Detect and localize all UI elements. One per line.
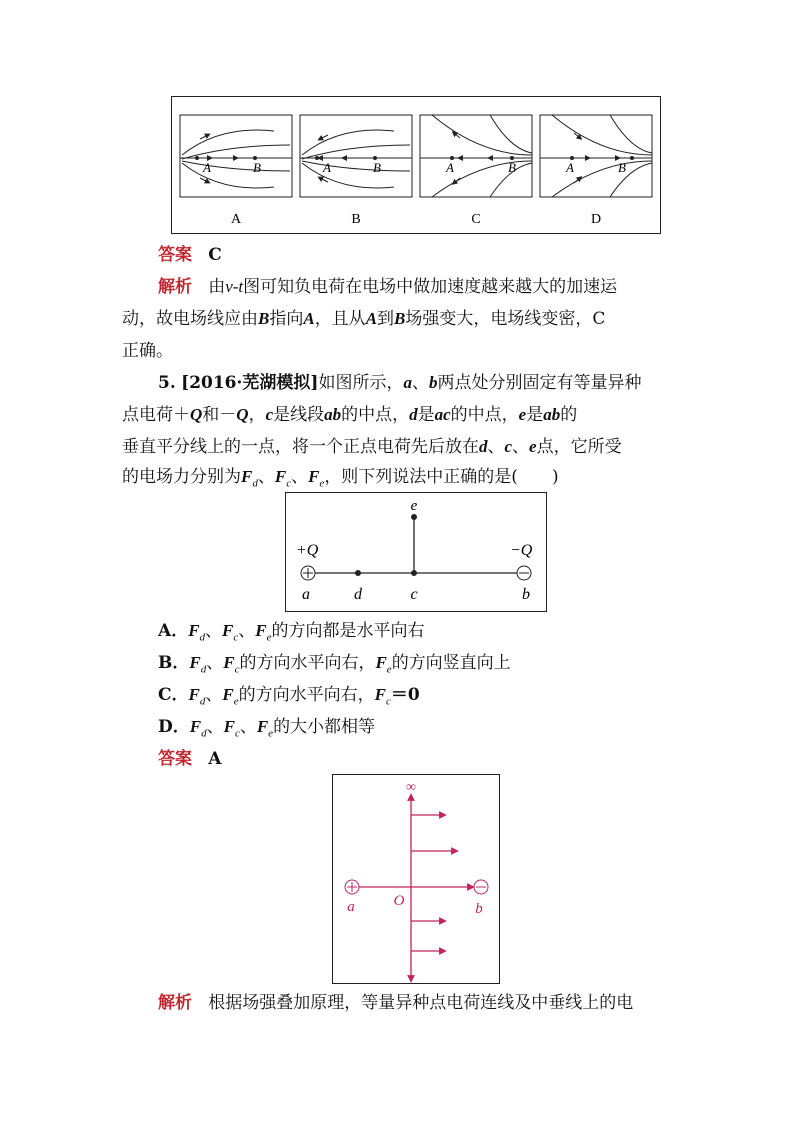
label-b: b [522, 586, 530, 603]
q4-answer [158, 244, 222, 266]
q5-answer [158, 748, 221, 770]
point-label: A [203, 160, 211, 175]
negative-charge-icon [474, 880, 488, 894]
point-c [411, 570, 417, 576]
answer-label: 答案 [158, 245, 192, 265]
panel-caption-d: D [590, 212, 602, 227]
label-d: d [354, 586, 362, 603]
label-a: a [347, 899, 355, 915]
answer-value: A [208, 749, 222, 769]
field-vectors-svg [333, 775, 499, 983]
panel-d [540, 115, 652, 197]
analysis-label: 解析 [158, 993, 192, 1013]
panel-caption-a: A [230, 212, 242, 227]
q4-analysis-line3: 正确。 [122, 341, 173, 361]
q5-stem-line2: 点电荷＋Q和－Q，c是线段ab的中点，d是ac的中点，e是ab的 [122, 405, 578, 425]
charges-svg [286, 493, 546, 611]
positive-charge-icon [301, 566, 315, 580]
field-lines-svg [172, 97, 660, 233]
positive-charge-icon [345, 880, 359, 894]
figure-charges [285, 492, 547, 612]
label-infinity: ∞ [406, 780, 416, 795]
point-label: B [508, 160, 516, 175]
answer-label: 答案 [158, 749, 192, 769]
point-label: B [373, 160, 381, 175]
label-pos-charge: +Q [296, 542, 319, 559]
point-label: B [253, 160, 261, 175]
q5-stem-line4: 的电场力分别为$F_d$、$F_c$、$F_e$，则下列说法中正确的是( ) [122, 467, 559, 490]
q5-stem-line1: 5. [2016·芜湖模拟]如图所示，a、b两点处分别固定有等量异种 [158, 373, 642, 393]
panel-caption-c: C [471, 212, 481, 227]
q4-analysis-line1: 解析 由v-t图可知负电荷在电场中做加速度越来越大的加速运 [158, 277, 618, 297]
option-a: A．$F_d$、$F_c$、$F_e$的方向都是水平向右 [158, 621, 425, 644]
point-d [355, 570, 361, 576]
q4-analysis-line2: 动，故电场线应由B指向A，且从A到B场强变大，电场线变密，C [122, 309, 606, 329]
label-a: a [302, 586, 310, 603]
panel-a [180, 115, 292, 197]
answer-value: C [208, 245, 222, 265]
option-b: B．$F_d$、$F_c$的方向水平向右，$F_e$的方向竖直向上 [158, 653, 511, 676]
point-e [411, 514, 417, 520]
label-neg-charge: −Q [510, 542, 533, 559]
point-label: A [566, 160, 574, 175]
figure-field-vectors [332, 774, 500, 984]
q5-stem-line3: 垂直平分线上的一点，将一个正点电荷先后放在d、c、e点，它所受 [122, 437, 622, 457]
panel-b [300, 115, 412, 197]
label-c: c [410, 586, 418, 603]
figure-field-lines [171, 96, 661, 234]
label-e: e [410, 498, 418, 514]
q5-analysis: 解析 根据场强叠加原理，等量异种点电荷连线及中垂线上的电 [158, 993, 634, 1013]
panel-caption-b: B [351, 212, 361, 227]
negative-charge-icon [517, 566, 531, 580]
panel-c [420, 115, 532, 197]
point-label: B [618, 160, 626, 175]
analysis-label: 解析 [158, 277, 192, 297]
label-o: O [393, 893, 405, 909]
point-label: A [446, 160, 454, 175]
point-label: A [323, 160, 331, 175]
option-d: D．$F_d$、$F_c$、$F_e$的大小都相等 [158, 717, 376, 740]
label-b: b [475, 901, 483, 917]
option-c: C．$F_d$、$F_e$的方向水平向右，$F_c=0$ [158, 685, 420, 708]
